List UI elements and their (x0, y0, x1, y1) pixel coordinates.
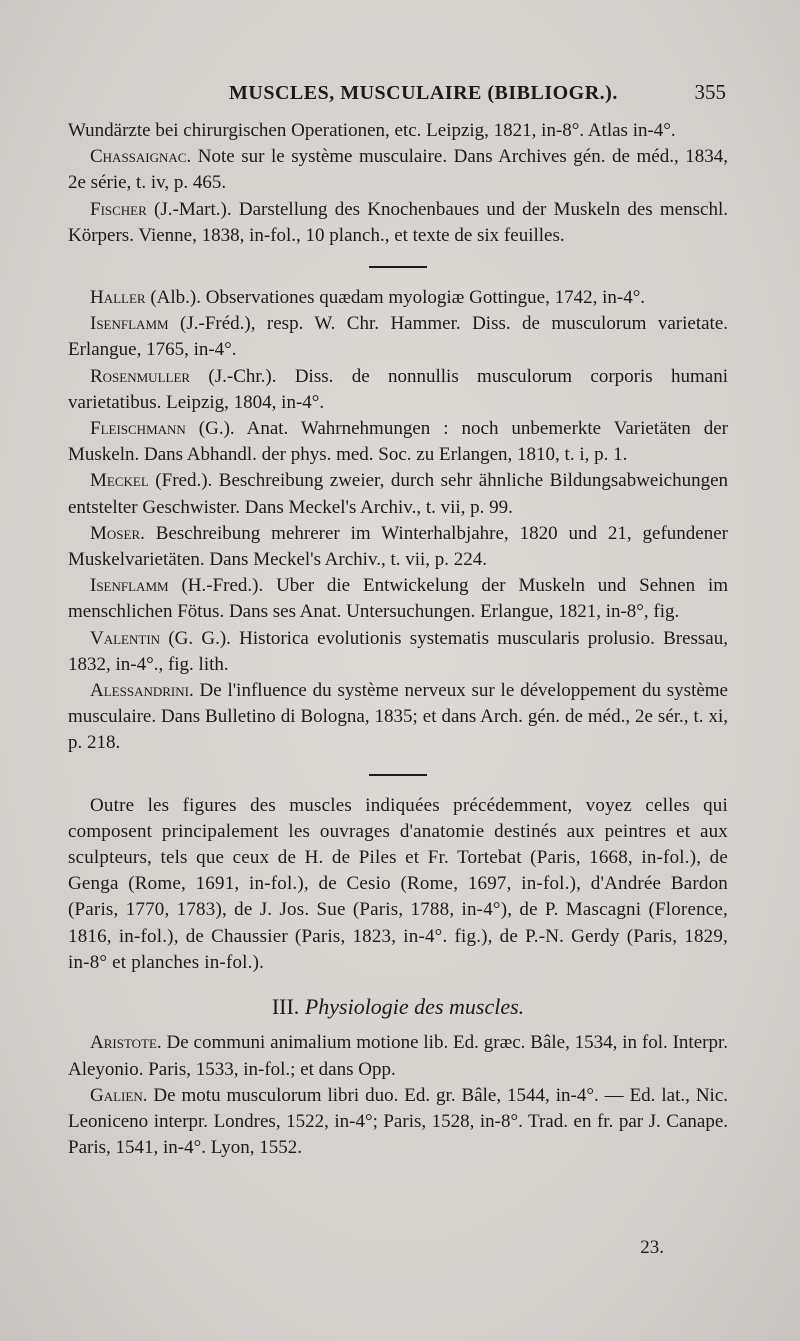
entry-author: Chassaignac. (90, 146, 192, 168)
entry-text: (G.). Anat. Wahrnehmungen : noch unbemerkte Varietäten der Muskeln. Dans Abhandl. der phys. med. Soc. zu Erlangen, 1810, t. i, p. 1. (68, 418, 729, 466)
section-rule (369, 266, 427, 268)
entry-author: Fischer (90, 198, 147, 220)
bibliography-entry (68, 573, 728, 625)
page-number: 355 (694, 80, 726, 104)
section-title: Physiologie des muscles. (304, 994, 525, 1020)
entry-author: Haller (90, 287, 146, 309)
bibliography-entry (68, 678, 728, 757)
entry-text: De motu musculorum libri duo. Ed. gr. Bâle, 1544, in-4°. — Ed. lat., Nic. Leoniceno interpr. Londres, 1522, in-4°; Paris, 1528, in-8°. Trad. en fr. par J. Canape. Paris, 1541, in-4°. Lyon, 1552. (68, 1084, 728, 1159)
entry-author: Moser. (90, 522, 145, 544)
entry-text: De l'influence du système nerveux sur le développement du système musculaire. Dans Bulletino di Bologna, 1835; et dans Arch. gén. de méd., 2e sér., t. xi, p. 218. (68, 680, 728, 754)
entry-author: Rosenmuller (90, 365, 191, 387)
section-numeral: III. (271, 994, 300, 1020)
entry-text: (Fred.). Beschreibung zweier, durch sehr ähnliche Bildungsabweichungen entstelter Geschwister. Dans Meckel's Archiv., t. vii, p. 99. (68, 470, 729, 518)
entry-text: Note sur le système musculaire. Dans Archives gén. de méd., 1834, 2e série, t. iv, p. 465. (68, 146, 728, 194)
entry-text: (J.-Chr.). Diss. de nonnullis musculorum corporis humani varietatibus. Leipzig, 1804, in-4°. (68, 365, 728, 413)
entry-text: (J.-Mart.). Darstellung des Knochenbaues und der Muskeln des menschl. Körpers. Vienne, 1838, in-fol., 10 planch., et texte de six feuilles. (68, 198, 728, 246)
bibliography-entry (68, 197, 728, 249)
bibliography-entry (68, 468, 728, 520)
entry-text: (Alb.). Observationes quædam myologiæ Gottingue, 1742, in-4°. (150, 287, 646, 309)
entry-author: Isenflamm (90, 575, 169, 597)
bibliography-entry (68, 626, 728, 678)
bibliography-entry (68, 364, 728, 416)
entry-text: (H.-Fred.). Uber die Entwickelung der Muskeln und Sehnen im menschlichen Fötus. Dans ses Anat. Untersuchungen. Erlangue, 1821, in-8°, fig. (68, 575, 728, 623)
bibliography-group-a (68, 118, 728, 249)
bibliography-entry (68, 285, 728, 311)
section-heading (68, 994, 728, 1020)
bibliography-entry (68, 521, 728, 573)
page-body (68, 118, 728, 1161)
entry-text: (J.-Fréd.), resp. W. Chr. Hammer. Diss. de musculorum varietate. Erlangue, 1765, in-4°. (68, 313, 729, 361)
entry-author: Aristote. (90, 1032, 162, 1054)
entry-text: De communi animalium motione lib. Ed. græc. Bâle, 1534, in fol. Interpr. Aleyonio. Paris, 1533, in-fol.; et dans Opp. (68, 1032, 729, 1080)
bibliography-entry (68, 1083, 728, 1162)
entry-text: Beschreibung mehrerer im Winterhalbjahre, 1820 und 21, gefundener Muskelvarietäten. Dans Meckel's Archiv., t. vii, p. 224. (68, 522, 728, 571)
bibliography-group-c (68, 1030, 728, 1161)
bibliography-entry (68, 144, 728, 196)
bibliography-entry (68, 118, 728, 144)
entry-text: (G. G.). Historica evolutionis systematis muscularis prolusio. Bressau, 1832, in-4°., fig. lith. (68, 627, 728, 675)
bibliography-entry (68, 416, 728, 468)
signature-mark: 23. (640, 1237, 664, 1258)
bibliography-group-b (68, 285, 728, 757)
entry-author: Meckel (90, 470, 149, 492)
running-head: MUSCLES, MUSCULAIRE (BIBLIOGR.). (229, 82, 618, 104)
bibliography-entry (68, 311, 728, 363)
entry-author: Isenflamm (90, 313, 169, 335)
bibliography-entry (68, 1030, 728, 1082)
section-rule (369, 774, 427, 776)
page-header (66, 82, 726, 112)
entry-author: Fleischmann (90, 418, 186, 440)
entry-text: Wundärzte bei chirurgischen Operationen, etc. Leipzig, 1821, in-8°. Atlas in-4°. (68, 120, 676, 141)
entry-author: Galien. (90, 1084, 148, 1106)
entry-author: Valentin (90, 627, 161, 649)
entry-author: Alessandrini. (90, 680, 194, 702)
closing-paragraph: Outre les figures des muscles indiquées précédemment, voyez celles qui composent principalement les ouvrages d'anatomie destinés aux peintres et aux sculpteurs, tels que ceux de H. de Piles et Fr. Tortebat (Paris, 1668, in-fol.), de Genga (Rome, 1691, in-fol.), de Cesio (Rome, 1697, in-fol.), d'Andrée Bardon (Paris, 1770, 1783), de J. Jos. Sue (Paris, 1788, in-4°), de P. Mascagni (Florence, 1816, in-fol.), de Chaussier (Paris, 1823, in-4°. fig.), de P.-N. Gerdy (Paris, 1829, in-8° et planches in-fol.). (68, 794, 728, 973)
